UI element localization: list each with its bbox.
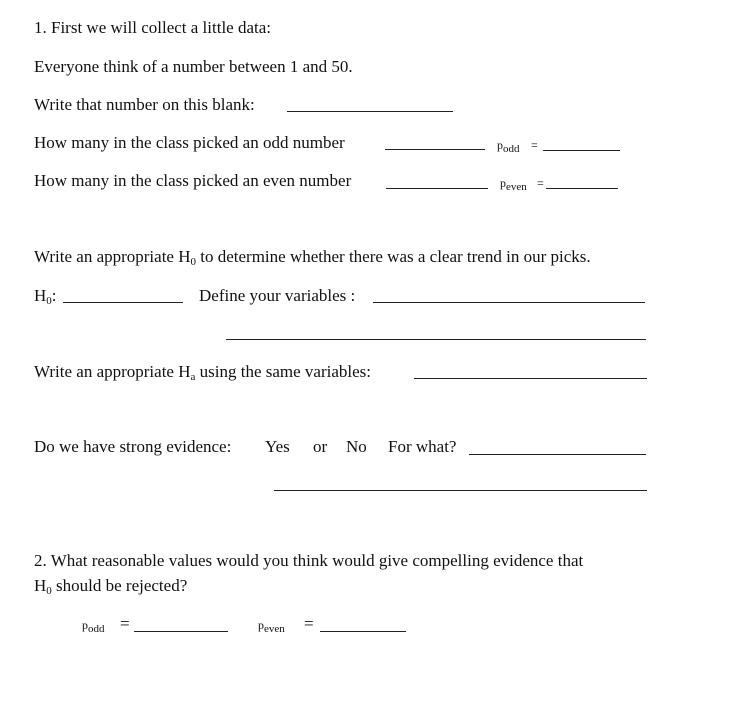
s2-p-odd-blank[interactable] [134,631,228,632]
odd-count-label: How many in the class picked an odd number [34,133,345,152]
s2-p-even-label: peven [258,618,285,635]
s2-p-even-equals: = [304,614,314,633]
define-variables-blank-2[interactable] [226,339,646,340]
s2-p-odd-equals: = [120,614,130,633]
write-number-label: Write that number on this blank: [34,95,255,114]
or-text: or [313,437,328,456]
section-2-question-line-2: H0 should be rejected? [34,576,188,597]
p-even-label: peven [500,176,527,193]
for-what-label: For what? [388,437,457,456]
p-even-equals: = [537,176,544,190]
yes-option[interactable]: Yes [265,437,290,456]
p-odd-label: podd [497,138,520,155]
define-variables-blank[interactable] [373,302,645,303]
ha-blank[interactable] [414,378,647,379]
no-option[interactable]: No [346,437,367,456]
for-what-blank[interactable] [469,454,646,455]
even-count-blank[interactable] [386,188,488,189]
number-blank[interactable] [287,111,453,112]
for-what-blank-2[interactable] [274,490,647,491]
ho-label: H0: [34,286,57,307]
s2-p-odd-label: podd [82,618,105,635]
p-even-blank[interactable] [546,188,618,189]
define-variables-label: Define your variables : [199,286,356,305]
ho-instruction: Write an appropriate H0 to determine whether there was a clear trend in our picks. [34,247,591,268]
ho-blank[interactable] [63,302,183,303]
section-1-heading: 1. First we will collect a little data: [34,18,271,37]
p-odd-blank[interactable] [543,150,620,151]
think-number-line: Everyone think of a number between 1 and 50. [34,57,353,76]
p-odd-equals: = [531,138,538,152]
odd-count-blank[interactable] [385,149,485,150]
s2-p-even-blank[interactable] [320,631,406,632]
section-2-question-line-1: 2. What reasonable values would you think would give compelling evidence that [34,551,584,570]
ha-instruction: Write an appropriate Ha using the same variables: [34,362,372,383]
even-count-label: How many in the class picked an even number [34,171,352,190]
evidence-question: Do we have strong evidence: [34,437,232,456]
